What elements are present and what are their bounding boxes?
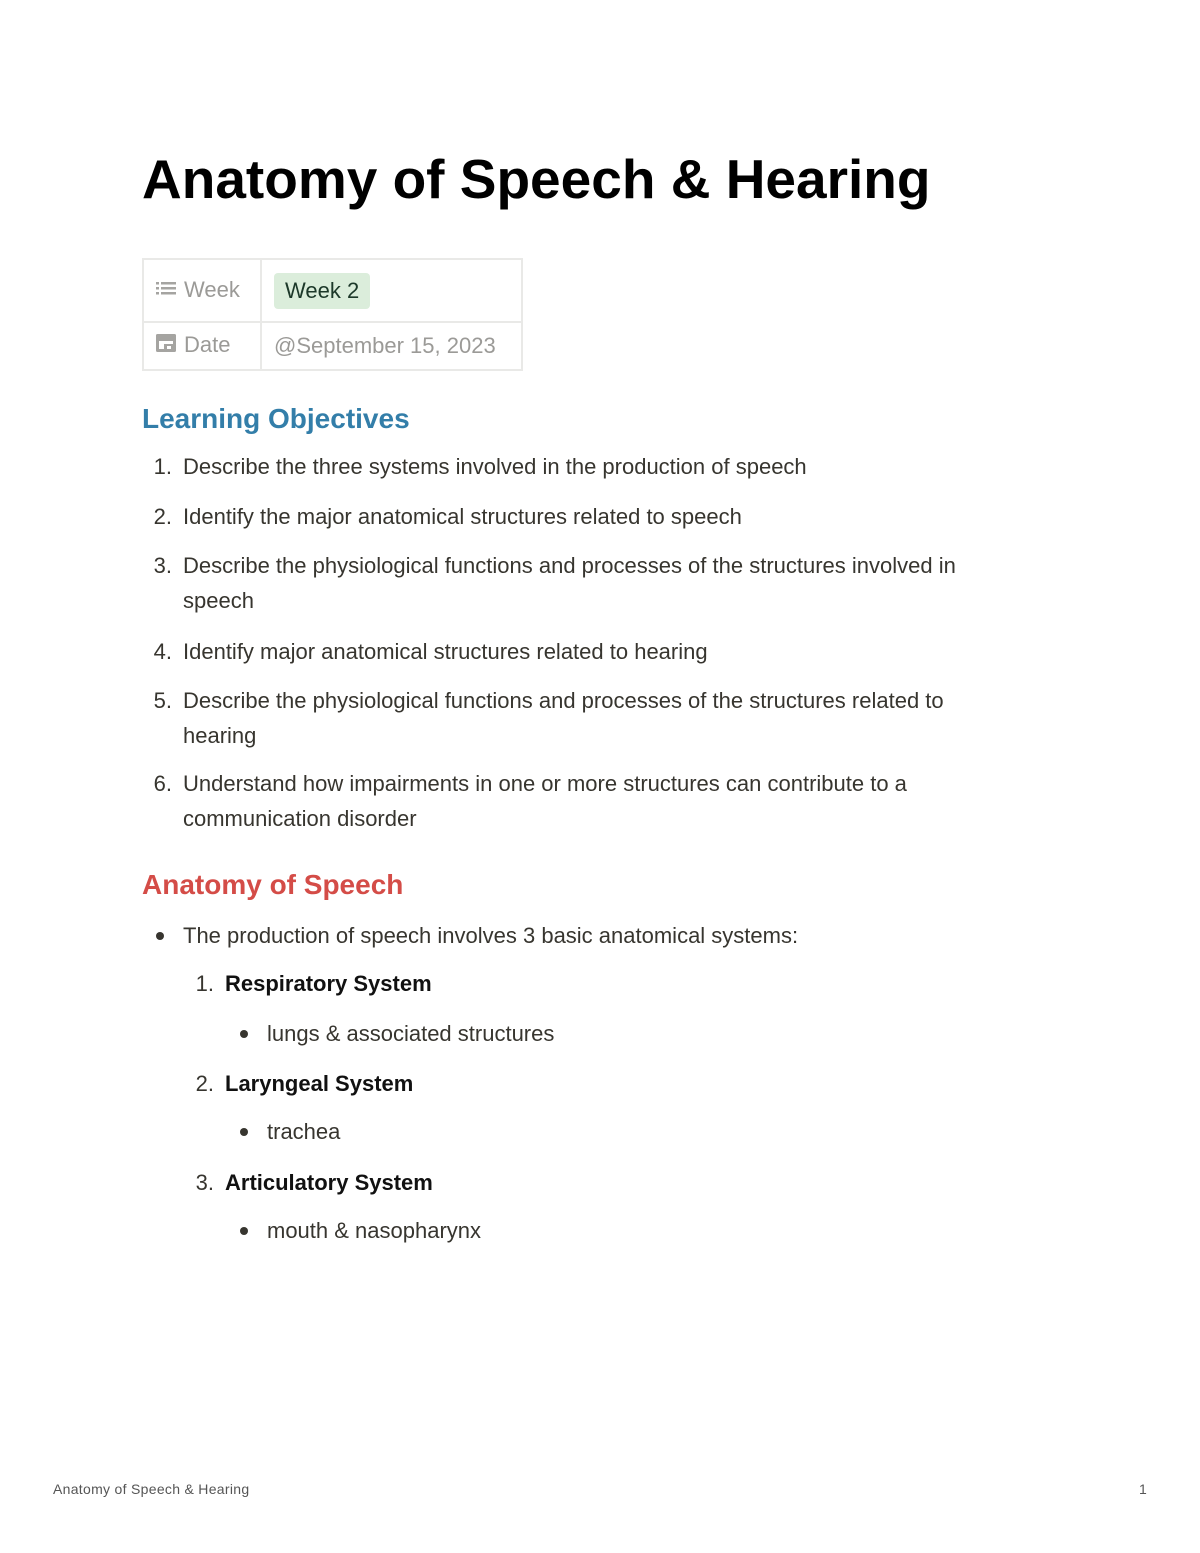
bullet-icon: [240, 1030, 248, 1038]
list-item-text: Understand how impairments in one or more structures can contribute to a: [183, 771, 907, 796]
list-item-text: Describe the three systems involved in the production of speech: [183, 454, 807, 479]
list-item-number: 2.: [153, 504, 172, 529]
list-item-text: Identify the major anatomical structures related to speech: [183, 504, 742, 529]
property-label-text: Week: [184, 276, 240, 302]
week-tag[interactable]: Week 2: [274, 273, 370, 309]
list-item-text: mouth & nasopharynx: [267, 1218, 482, 1243]
property-label-week: [143, 259, 261, 322]
property-value-week[interactable]: [261, 259, 522, 322]
page-title: Anatomy of Speech & Hearing: [142, 148, 931, 210]
property-value-date[interactable]: [261, 322, 522, 370]
list-item-text: lungs & associated structures: [267, 1021, 555, 1046]
anatomy-of-speech-heading: Anatomy of Speech: [142, 869, 404, 900]
property-label-text: Date: [184, 332, 231, 358]
property-row-week: [143, 259, 522, 322]
list-item-number: 1.: [153, 454, 172, 479]
date-value[interactable]: @September 15, 2023: [274, 333, 496, 358]
system-name: Articulatory System: [225, 1170, 433, 1195]
properties-table: [142, 258, 523, 371]
learning-objectives-heading: Learning Objectives: [142, 403, 410, 434]
list-item-text: Describe the physiological functions and processes of the structures involved in: [183, 553, 956, 578]
list-item-number: 1.: [195, 971, 214, 996]
list-item-number: 6.: [153, 771, 172, 796]
list-item-text: speech: [183, 588, 254, 613]
bullet-icon: [240, 1128, 248, 1136]
footer-page-number: 1: [1139, 1481, 1147, 1497]
list-item-number: 3.: [195, 1170, 214, 1195]
list-item-number: 2.: [195, 1071, 214, 1096]
list-item-text: The production of speech involves 3 basic anatomical systems:: [183, 923, 799, 948]
list-item-text: communication disorder: [183, 806, 417, 831]
list-item-number: 5.: [153, 688, 172, 713]
list-item-number: 3.: [153, 553, 172, 578]
property-row-date: [143, 322, 522, 370]
system-name: Respiratory System: [225, 971, 432, 996]
list-item-text: hearing: [183, 723, 257, 748]
list-item-text: Identify major anatomical structures related to hearing: [183, 639, 708, 664]
list-icon: [156, 276, 176, 302]
list-item-text: trachea: [267, 1119, 341, 1144]
system-name: Laryngeal System: [225, 1071, 414, 1096]
footer-doc-title: Anatomy of Speech & Hearing: [53, 1481, 250, 1497]
calendar-icon: [156, 332, 176, 358]
bullet-icon: [156, 932, 164, 940]
property-label-date: [143, 322, 261, 370]
list-item-text: Describe the physiological functions and processes of the structures related to: [183, 688, 944, 713]
list-item-number: 4.: [153, 639, 172, 664]
bullet-icon: [240, 1227, 248, 1235]
